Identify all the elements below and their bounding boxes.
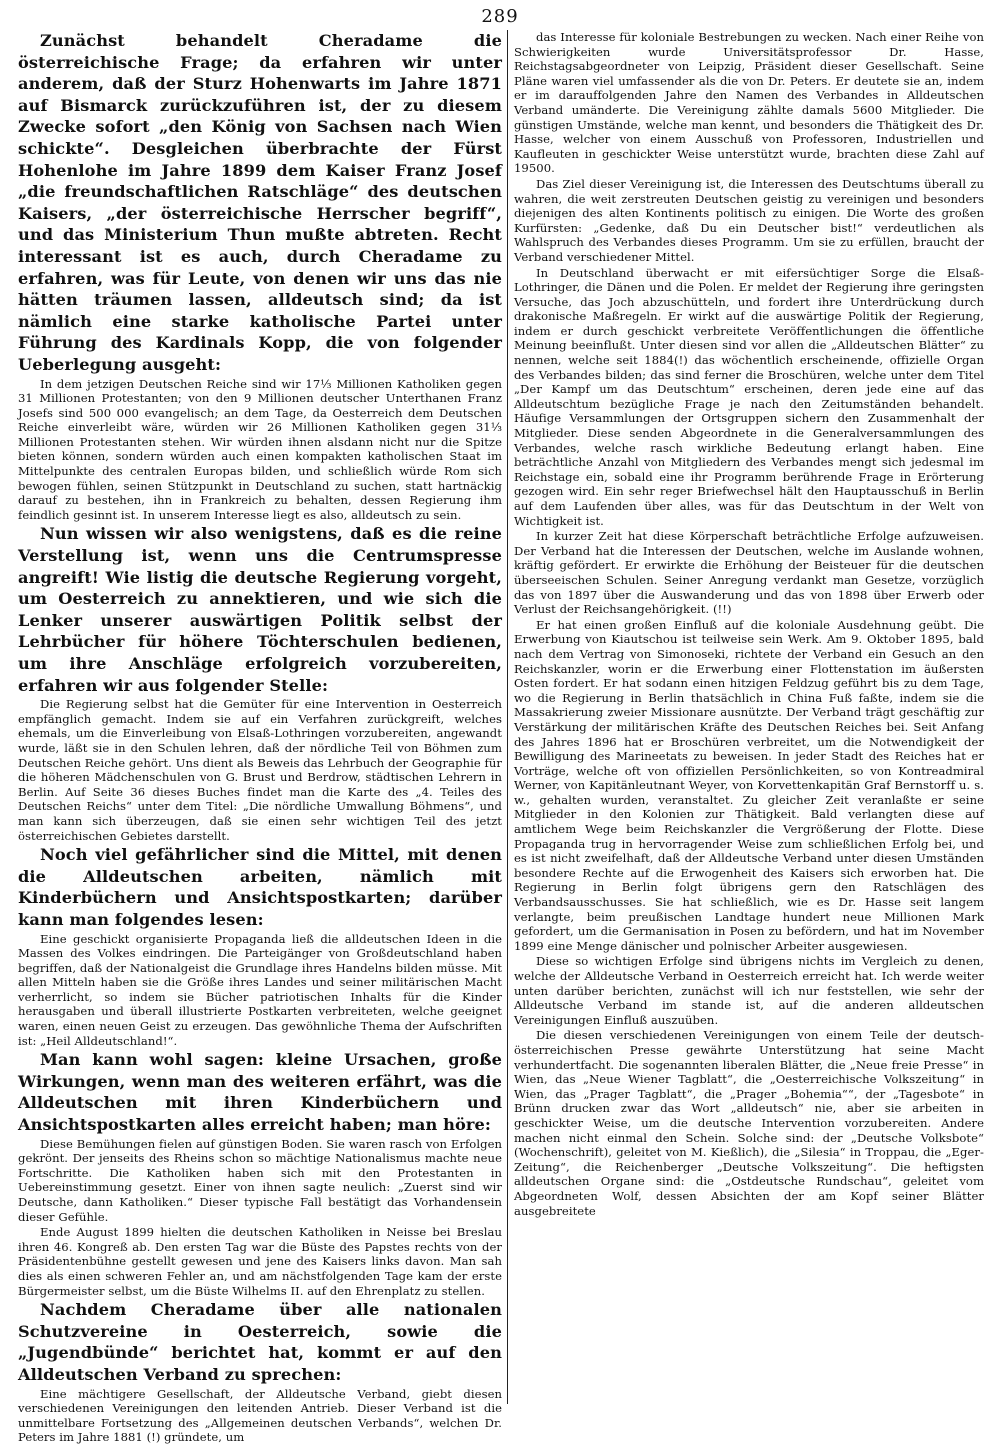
body-paragraph: Man kann wohl sagen: kleine Ursachen, große Wirkungen, wenn man des weiteren erfährt, was die Alldeutschen mit ihren Kinderbüchern und Ansichtspostkarten alles erreicht haben; man höre:: [18, 1050, 502, 1135]
quoted-paragraph: In dem jetzigen Deutschen Reiche sind wir 17⅓ Millionen Katholiken gegen 31 Millionen Protestanten; von den 9 Millionen deutscher Unterthanen Franz Josefs sind 500 000 evangelisch; an dem Tage, da Oesterreich dem Deutschen Reiche einverleibt wäre, würden wir 26 Millionen Katholiken gegen 31⅓ Millionen Protestanten stehen. Wir würden ihnen alsdann nicht nur die Spitze bieten können, sondern würden auch einen kompakten katholischen Staat im Mittelpunkte des centralen Europas bilden, und schließlich würde Rom sich bewogen fühlen, seinen Stützpunkt in Deutschland zu suchen, statt hartnäckig darauf zu bestehen, ihn in Frankreich zu behalten, dessen Regierung ihm feindlich gesinnt ist. In unserem Interesse liegt es also, alldeutsch zu sein.: [18, 376, 502, 522]
quoted-paragraph: Die Regierung selbst hat die Gemüter für eine Intervention in Oesterreich empfänglich gemacht. Indem sie auf ein Verfahren zurückgreift, welches ehemals, um die Einverleibung von Elsaß-Lothringen vorzubereiten, angewandt wurde, läßt sie in den Schulen lehren, daß der nördliche Teil von Böhmen zum Deutschen Reiche gehört. Uns dient als Beweis das Lehrbuch der Geographie für die höheren Mädchenschulen von G. Brust und Berdrow, städtischen Lehrern in Berlin. Auf Seite 36 dieses Buches findet man die Karte des „4. Teiles des Deutschen Reichs“ unter dem Titel: „Die nördliche Umwallung Böhmens“, und man kann sich überzeugen, daß sie einen sehr wichtigen Teil des jetzt österreichischen Gebietes darstellt.: [18, 697, 502, 843]
quoted-paragraph: Er hat einen großen Einfluß auf die koloniale Ausdehnung geübt. Die Erwerbung von Kiautschou ist teilweise sein Werk. Am 9. Oktober 1895, bald nach dem Vertrag von Simonoseki, richtete der Verband ein Gesuch an den Reichskanzler, worin er die Erwerbung einer Flottenstation im äußersten Osten fordert. Er hat sodann einen hitzigen Feldzug geführt bis zu dem Tage, wo die Regierung in Berlin thatsächlich in China Fuß faßte, indem sie die Massakrierung zweier Missionare ausnützte. Der Verband trägt geschäftig zur Verstärkung der militärischen Kräfte des Deutschen Reiches bei. Seit Anfang des Jahres 1896 hat er Broschüren verbreitet, um die Notwendigkeit der Bewilligung des Marineetats zu beweisen. In jeder Stadt des Reiches hat er Vorträge, welche oft von offiziellen Persönlichkeiten, so von Kontreadmiral Werner, von Kapitänleutnant Weyer, von Korvettenkapitän Graf Bernstorff u. s. w., gehalten wurden, veranstaltet. Zu gleicher Zeit veranlaßte er seine Mitglieder in den Kolonien zur Thätigkeit. Bald verlangten diese auf amtlichem Wege beim Reichskanzler die Vergrößerung der Flotte. Diese Propaganda trug in hervorragender Weise zum schließlichen Erfolg bei, und es ist nicht zweifelhaft, daß der Alldeutsche Verband unter diesen Umständen besondere Rechte auf die Erwogenheit des Kaisers sich erworben hat. Die Regierung in Berlin folgt übrigens gern den Ratschlägen des Verbandsausschusses. Sie hat schließlich, wie es Dr. Hasse seit langem verlangte, beim preußischen Landtage hundert neue Millionen Mark gefordert, um die Germanisation in Posen zu befördern, und hat im November 1899 eine Menge dänischer und polnischer Arbeiter ausgewiesen.: [514, 617, 984, 953]
right-column: [514, 30, 984, 1404]
body-paragraph: Zunächst behandelt Cheradame die österreichische Frage; da erfahren wir unter anderem, daß der Sturz Hohenwarts im Jahre 1871 auf Bismarck zurückzuführen ist, der zu diesem Zwecke sofort „den König von Sachsen nach Wien schickte“. Desgleichen überbrachte der Fürst Hohenlohe im Jahre 1899 dem Kaiser Franz Josef „die freundschaftlichen Ratschläge“ des deutschen Kaisers, „der österreichische Herrscher begriff“, und das Ministerium Thun mußte abtreten. Recht interessant ist es auch, durch Cheradame zu erfahren, was für Leute, von denen wir uns das nie hätten träumen lassen, alldeutsch sind; da ist nämlich eine starke katholische Partei unter Führung des Kardinals Kopp, die von folgender Ueberlegung ausgeht:: [18, 31, 502, 374]
quoted-paragraph: Diese Bemühungen fielen auf günstigen Boden. Sie waren rasch von Erfolgen gekrönt. Der jenseits des Rheins schon so mächtige Nationalismus machte neue Fortschritte. Die Katholiken haben sich mit den Protestanten in Uebereinstimmung gesetzt. Einer von ihnen sagte neulich: „Zuerst sind wir Deutsche, dann Katholiken.“ Dieser typische Fall bestätigt das Vorhandensein dieser Gefühle.: [18, 1136, 502, 1224]
left-column: [18, 30, 502, 1445]
body-paragraph: Nachdem Cheradame über alle nationalen Schutzvereine in Oesterreich, sowie die „Jugendbünde“ berichtet hat, kommt er auf den Alldeutschen Verband zu sprechen:: [18, 1300, 502, 1384]
quoted-paragraph: Eine geschickt organisierte Propaganda ließ die alldeutschen Ideen in die Massen des Volkes eindringen. Die Parteigänger von Großdeutschland haben begriffen, daß der Nationalgeist die Grundlage ihres Handelns bilden müsse. Mit allen Mitteln haben sie die Größe ihres Landes und seiner militärischen Macht verherrlicht, so indem sie Bücher patriotischen Inhalts für die Kinder herausgaben und überall illustrierte Postkarten verbreiteten, welche geeignet waren, einen neuen Geist zu erzeugen. Das gewöhnliche Thema der Aufschriften ist: „Heil Alldeutschland!“.: [18, 931, 502, 1048]
page-number: 289: [481, 6, 519, 27]
quoted-paragraph: Eine mächtigere Gesellschaft, der Alldeutsche Verband, giebt diesen verschiedenen Vereinigungen den leitenden Antrieb. Dieser Verband ist die unmittelbare Fortsetzung des „Allgemeinen deutschen Verbands“, welchen Dr. Peters im Jahre 1881 (!) gründete, um: [18, 1386, 502, 1445]
quoted-paragraph: In Deutschland überwacht er mit eifersüchtiger Sorge die Elsaß-Lothringer, die Dänen und die Polen. Er meldet der Regierung ihre geringsten Versuche, das Joch abzuschütteln, und fordert ihre Unterdrückung durch drakonische Maßregeln. Er wirkt auf die auswärtige Politik der Regierung, indem er durch geschickt verbreitete Veröffentlichungen die öffentliche Meinung beeinflußt. Unter diesen sind vor allen die „Alldeutschen Blätter“ zu nennen, welche seit 1884(!) das wöchentlich erscheinende, offizielle Organ des Verbandes bilden; das sind ferner die Broschüren, welche unter dem Titel „Der Kampf um das Deutschtum“ erscheinen, deren jede eine auf das Alldeutschtum bezügliche Frage je nach den Zeitumständen behandelt. Häufige Versammlungen der Ortsgruppen sichern den Zusammenhalt der Mitglieder. Diese senden Abgeordnete in die Generalversammlungen des Verbandes, welche rasch wirkliche Bedeutung erlangt haben. Eine beträchtliche Anzahl von Mitgliedern des Verbandes mengt sich jedesmal im Reichstage ein, sobald eine ihr Programm berührende Frage in Erörterung gezogen wird. Ein sehr reger Briefwechsel hält den Hauptausschuß in Berlin auf dem Laufenden über alles, was für das Deutschtum in der Welt von Wichtigkeit ist.: [514, 265, 984, 528]
quoted-paragraph: Das Ziel dieser Vereinigung ist, die Interessen des Deutschtums überall zu wahren, die weit zerstreuten Deutschen geistig zu vereinigen und besonders diejenigen des alten Kontinents politisch zu einigen. Die Worte des großen Kurfürsten: „Gedenke, daß Du ein Deutscher bist!“ verdeutlichen als Wahlspruch des Verbandes dieses Programm. Um sie zu erfüllen, braucht der Verband verschiedener Mittel.: [514, 176, 984, 264]
quoted-paragraph: In kurzer Zeit hat diese Körperschaft beträchtliche Erfolge aufzuweisen. Der Verband hat die Interessen der Deutschen, welche im Auslande wohnen, kräftig gefördert. Er erwirkte die Erhöhung der Beisteuer für die deutschen überseeischen Schulen. Seiner Anregung verdankt man Gesetze, vorzüglich das von 1897 über die Auswanderung und das von 1898 über Erwerb oder Verlust der Reichsangehörigkeit. (!!): [514, 529, 984, 617]
body-paragraph: Noch viel gefährlicher sind die Mittel, mit denen die Alldeutschen arbeiten, nämlich mit Kinderbüchern und Ansichtspostkarten; darüber kann man folgendes lesen:: [18, 845, 502, 929]
quoted-paragraph: das Interesse für koloniale Bestrebungen zu wecken. Nach einer Reihe von Schwierigkeiten wurde Universitätsprofessor Dr. Hasse, Reichstagsabgeordneter von Leipzig, Präsident dieser Gesellschaft. Seine Pläne waren viel umfassender als die von Dr. Peters. Er deutete sie an, indem er im darauffolgenden Jahre den Namen des Verbandes in Alldeutschen Verband umänderte. Die Vereinigung zählte damals 5600 Mitglieder. Die günstigen Umstände, welche man kennt, und besonders die Thätigkeit des Dr. Hasse, welcher von einem Ausschuß von Professoren, Industriellen und Kaufleuten in geschickter Weise unterstützt wurde, brachten diese Zahl auf 19500.: [514, 30, 984, 176]
column-divider: [507, 30, 508, 1404]
quoted-paragraph: Ende August 1899 hielten die deutschen Katholiken in Neisse bei Breslau ihren 46. Kongreß ab. Den ersten Tag war die Büste des Papstes rechts von der Präsidentenbühne gestellt gewesen und jene des Kaisers links davon. Man sah dies als einen schweren Fehler an, und am nächstfolgenden Tage kam der erste Bürgermeister selbst, um die Büste Wilhelms II. auf den Ehrenplatz zu stellen.: [18, 1225, 502, 1298]
quoted-paragraph: Die diesen verschiedenen Vereinigungen von einem Teile der deutsch-österreichischen Presse gewährte Unterstützung hat seine Macht verhundertfacht. Die sogenannten liberalen Blätter, die „Neue freie Presse“ in Wien, das „Neue Wiener Tagblatt“, die „Oesterreichische Volkszeitung“ in Wien, das „Prager Tagblatt“, die „Prager „Bohemia““, der „Tagesbote“ in Brünn drucken zwar das Wort „alldeutsch“ nie, aber sie arbeiten in geschickter Weise, um die deutsche Intervention vorzubereiten. Andere machen nicht einmal den Schein. Solche sind: der „Deutsche Volksbote“ (Wochenschrift), geleitet von M. Kießlich), die „Silesia“ in Troppau, die „Eger-Zeitung“, die Reichenberger „Deutsche Volkszeitung“. Die heftigsten alldeutschen Organe sind: die „Ostdeutsche Rundschau“, geleitet vom Abgeordneten Wolf, dessen Absichten der am Kopf seiner Blätter ausgebreitete: [514, 1028, 984, 1218]
quoted-paragraph: Diese so wichtigen Erfolge sind übrigens nichts im Vergleich zu denen, welche der Alldeutsche Verband in Oesterreich erreicht hat. Ich werde weiter unten darüber berichten, zunächst will ich nur feststellen, wie sehr der Alldeutsche Verband im stande ist, auf die anderen alldeutschen Vereinigungen Einfluß auszuüben.: [514, 954, 984, 1027]
body-paragraph: Nun wissen wir also wenigstens, daß es die reine Verstellung ist, wenn uns die Centrumspresse angreift! Wie listig die deutsche Regierung vorgeht, um Oesterreich zu annektieren, und wie sich die Lenker unserer auswärtigen Politik selbst der Lehrbücher für höhere Töchterschulen bedienen, um ihre Anschläge erfolgreich vorzubereiten, erfahren wir aus folgender Stelle:: [18, 524, 502, 695]
